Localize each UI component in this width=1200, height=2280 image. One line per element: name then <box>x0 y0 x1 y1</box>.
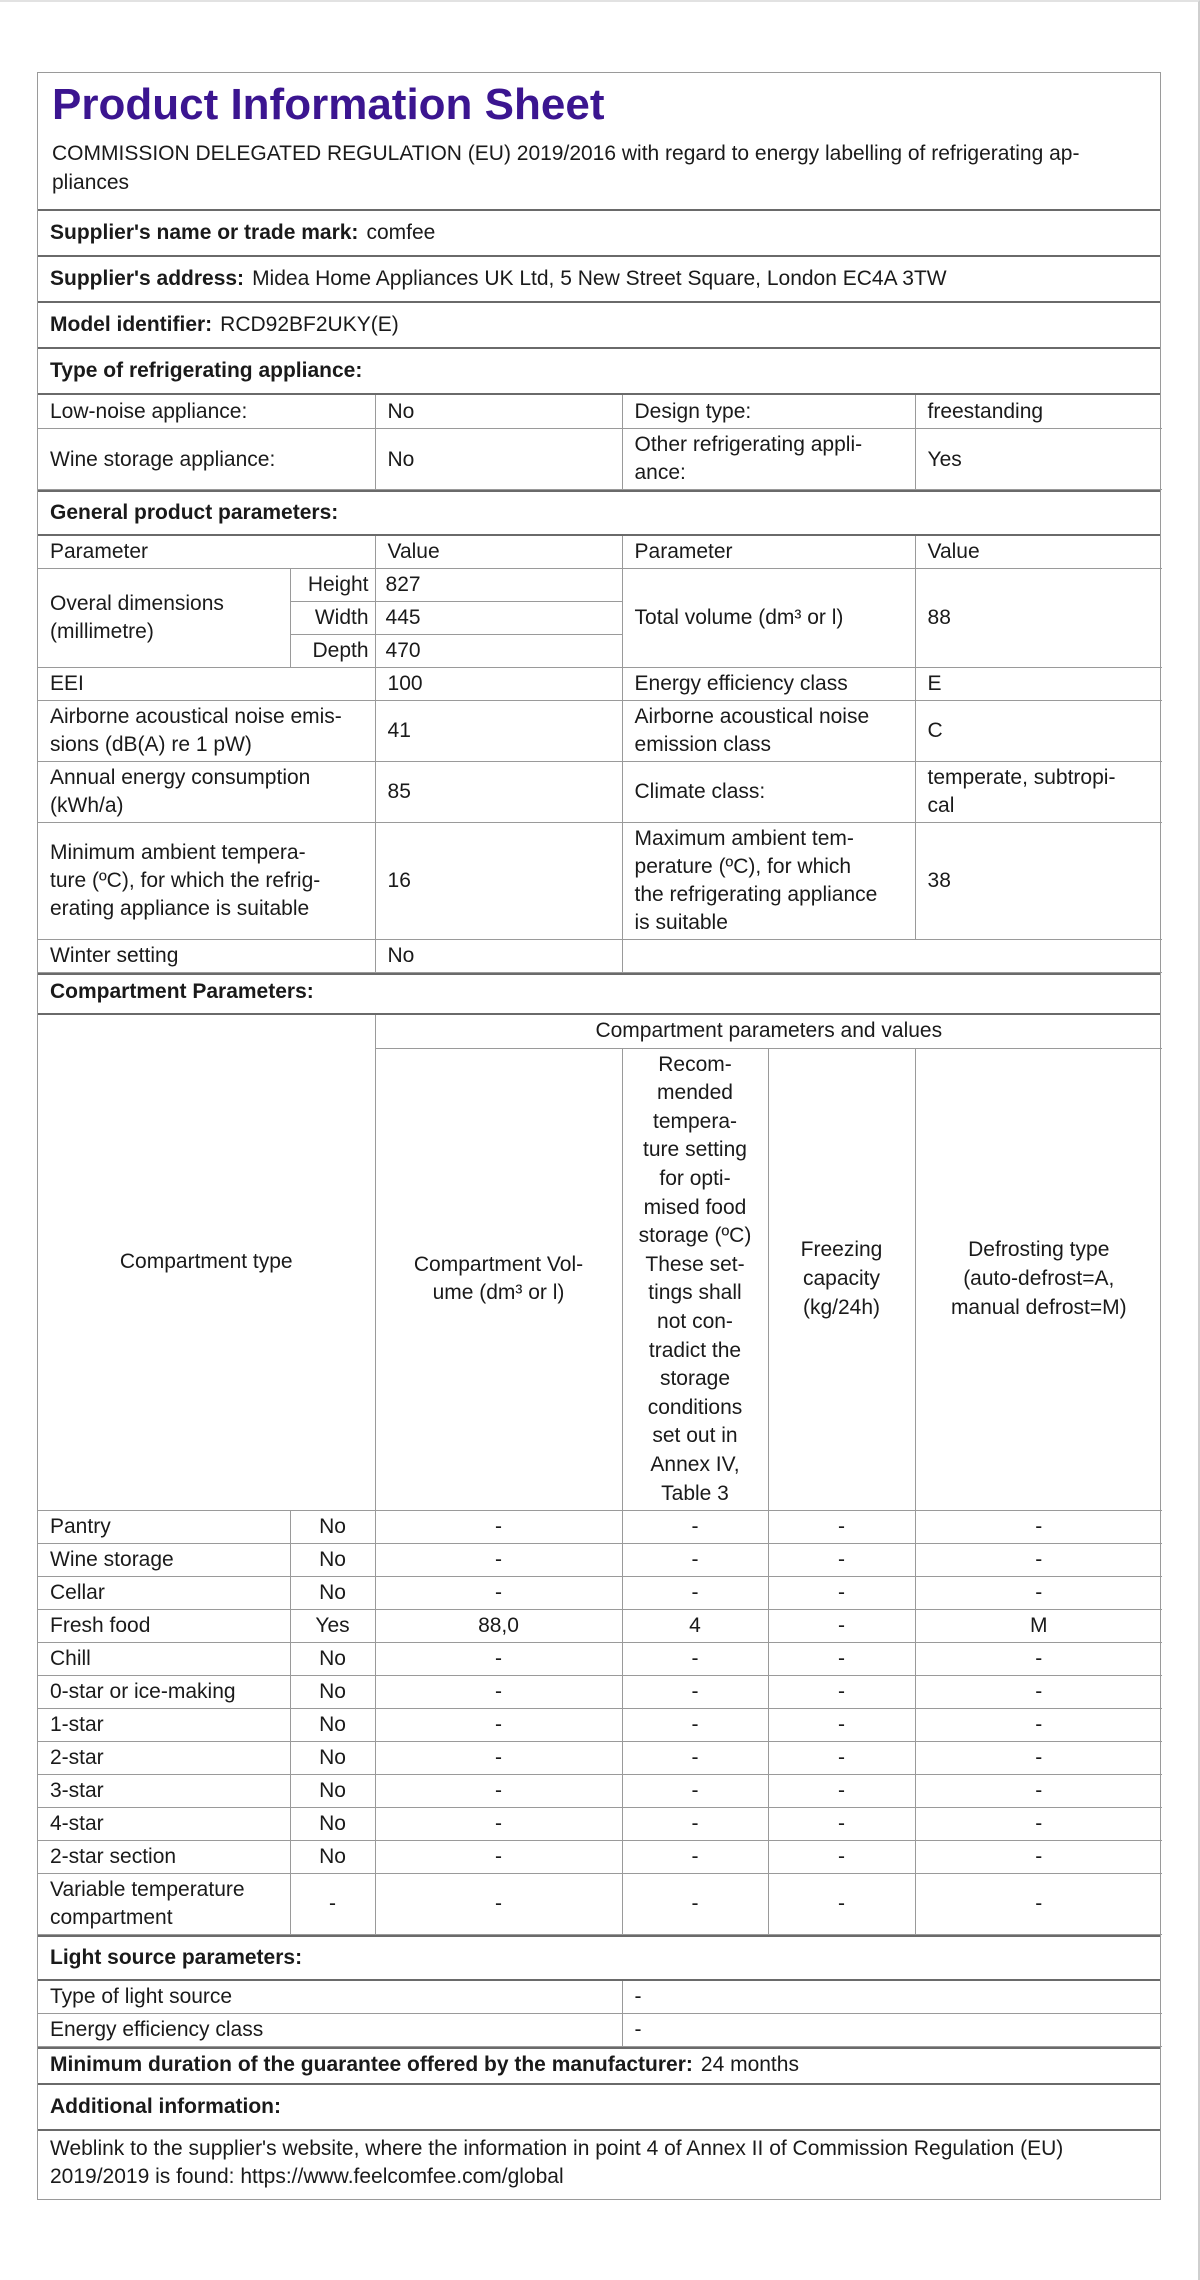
light-source-type-label: Type of light source <box>38 1981 622 2014</box>
compartment-type-cell: Fresh food <box>38 1610 290 1643</box>
compartment-type-cell: 1-star <box>38 1709 290 1742</box>
compartment-present-cell: No <box>290 1544 375 1577</box>
compartment-row <box>38 1511 1162 1544</box>
value-header-2: Value <box>915 536 1162 569</box>
low-noise-value: No <box>375 395 622 429</box>
compartment-volume-cell: - <box>375 1709 622 1742</box>
regulation-subtitle: COMMISSION DELEGATED REGULATION (EU) 2019/2016 with regard to energy labelling of refrigerating ap- pliances <box>52 142 1080 194</box>
compartment-defrost-cell: - <box>915 1511 1162 1544</box>
compartment-volume-cell: - <box>375 1775 622 1808</box>
compartment-table-wrap <box>38 1013 1160 1935</box>
compartment-defrost-cell: - <box>915 1742 1162 1775</box>
appliance-type-heading-row <box>38 347 1160 393</box>
annual-energy-label: Annual energy consumption (kWh/a) <box>38 762 375 823</box>
compartment-row <box>38 1643 1162 1676</box>
appliance-type-table-wrap <box>38 393 1160 490</box>
general-parameters-table-wrap <box>38 534 1160 973</box>
compartment-table <box>38 1015 1162 1935</box>
noise-class-label: Airborne acoustical noise emission class <box>622 701 915 762</box>
climate-class-label: Climate class: <box>622 762 915 823</box>
supplier-name-row <box>38 209 1160 255</box>
compartment-row <box>38 1775 1162 1808</box>
noise-label: Airborne acoustical noise emis- sions (dB(A) re 1 pW) <box>38 701 375 762</box>
compartment-present-cell: No <box>290 1643 375 1676</box>
light-source-type-value: - <box>622 1981 1162 2014</box>
compartment-temp-cell: - <box>622 1841 768 1874</box>
compartment-defrost-cell: - <box>915 1643 1162 1676</box>
dimensions-label: Overal dimensions (millimetre) <box>38 569 290 668</box>
compartment-volume-cell: - <box>375 1577 622 1610</box>
compartment-freezing-cell: - <box>768 1775 915 1808</box>
total-volume-value: 88 <box>915 569 1162 668</box>
compartment-row <box>38 1676 1162 1709</box>
compartment-defrost-cell: - <box>915 1841 1162 1874</box>
compartment-temp-cell: - <box>622 1643 768 1676</box>
total-volume-label: Total volume (dm³ or l) <box>622 569 915 668</box>
light-source-table <box>38 1981 1162 2047</box>
compartment-defrost-cell: M <box>915 1610 1162 1643</box>
compartment-volume-cell: - <box>375 1643 622 1676</box>
compartment-temp-cell: - <box>622 1742 768 1775</box>
noise-class-value: C <box>915 701 1162 762</box>
compartment-type-cell: 3-star <box>38 1775 290 1808</box>
compartment-freezing-cell: - <box>768 1676 915 1709</box>
guarantee-label: Minimum duration of the guarantee offered by the manufacturer: <box>50 2053 693 2077</box>
compartment-defrost-cell: - <box>915 1808 1162 1841</box>
compartment-row <box>38 1874 1162 1935</box>
compartment-freezing-cell: - <box>768 1577 915 1610</box>
height-value: 827 <box>375 569 622 602</box>
winter-setting-value: No <box>375 940 622 973</box>
energy-class-label: Energy efficiency class <box>622 668 915 701</box>
compartment-freezing-cell: - <box>768 1610 915 1643</box>
max-temp-label: Maximum ambient tem- perature (ºC), for which the refrigerating appliance is suitable <box>622 823 915 940</box>
compartment-present-cell: No <box>290 1841 375 1874</box>
guarantee-value: 24 months <box>700 2053 799 2077</box>
design-type-label: Design type: <box>622 395 915 429</box>
compartment-freezing-cell: - <box>768 1742 915 1775</box>
light-source-heading: Light source parameters: <box>38 1935 1160 1979</box>
compartment-freezing-cell: - <box>768 1544 915 1577</box>
compartment-volume-cell: - <box>375 1808 622 1841</box>
compartment-present-cell: No <box>290 1511 375 1544</box>
light-energy-class-label: Energy efficiency class <box>38 2014 622 2047</box>
additional-info-heading: Additional information: <box>50 2095 281 2119</box>
compartment-volume-cell: - <box>375 1742 622 1775</box>
model-identifier-value: RCD92BF2UKY(E) <box>220 313 399 336</box>
compartment-freezing-cell: - <box>768 1709 915 1742</box>
compartment-temp-cell: - <box>622 1808 768 1841</box>
supplier-address-value: Midea Home Appliances UK Ltd, 5 New Street Square, London EC4A 3TW <box>252 267 947 290</box>
compartment-volume-cell: - <box>375 1874 622 1935</box>
compartment-freezing-cell: - <box>768 1808 915 1841</box>
depth-label: Depth <box>290 635 375 668</box>
compartment-volume-header: Compartment Vol- ume (dm³ or l) <box>375 1048 622 1511</box>
general-parameters-heading: General product parameters: <box>38 490 1160 534</box>
compartment-type-cell: 4-star <box>38 1808 290 1841</box>
compartment-volume-cell: - <box>375 1841 622 1874</box>
recommended-temp-header: Recom- mended tempera- ture setting for opti- mised food storage (ºC) These set- tings shall not con- tradict the storage conditions set out in Annex IV, Table 3 <box>622 1048 768 1511</box>
compartment-temp-cell: 4 <box>622 1610 768 1643</box>
compartment-present-cell: Yes <box>290 1610 375 1643</box>
additional-info-text: Weblink to the supplier's website, where the information in point 4 of Annex II of Commission Regulation (EU) 2019/2019 is found: https://www.feelcomfee.com/global <box>50 2137 1064 2189</box>
compartment-volume-cell: 88,0 <box>375 1610 622 1643</box>
freezing-capacity-header: Freezing capacity (kg/24h) <box>768 1048 915 1511</box>
compartment-present-cell: No <box>290 1676 375 1709</box>
compartment-rows <box>38 1511 1162 1935</box>
compartment-row <box>38 1808 1162 1841</box>
compartment-defrost-cell: - <box>915 1676 1162 1709</box>
compartment-type-cell: Cellar <box>38 1577 290 1610</box>
compartment-row <box>38 1577 1162 1610</box>
additional-info-heading-row <box>38 2083 1160 2129</box>
compartment-defrost-cell: - <box>915 1577 1162 1610</box>
compartment-freezing-cell: - <box>768 1643 915 1676</box>
compartment-defrost-cell: - <box>915 1709 1162 1742</box>
min-temp-label: Minimum ambient tempera- ture (ºC), for which the refrig- erating appliance is suitable <box>38 823 375 940</box>
compartment-present-cell: - <box>290 1874 375 1935</box>
compartment-freezing-cell: - <box>768 1874 915 1935</box>
supplier-name-value: comfee <box>366 221 436 244</box>
compartment-type-cell: 2-star <box>38 1742 290 1775</box>
supplier-address-row <box>38 255 1160 301</box>
compartment-volume-cell: - <box>375 1544 622 1577</box>
min-temp-value: 16 <box>375 823 622 940</box>
compartment-type-cell: 2-star section <box>38 1841 290 1874</box>
annual-energy-value: 85 <box>375 762 622 823</box>
compartment-type-cell: Wine storage <box>38 1544 290 1577</box>
compartment-temp-cell: - <box>622 1577 768 1610</box>
compartment-freezing-cell: - <box>768 1511 915 1544</box>
compartment-row <box>38 1841 1162 1874</box>
param-header: Parameter <box>38 536 375 569</box>
width-value: 445 <box>375 602 622 635</box>
compartment-type-cell: Pantry <box>38 1511 290 1544</box>
param-header-2: Parameter <box>622 536 915 569</box>
compartment-volume-cell: - <box>375 1676 622 1709</box>
compartment-present-cell: No <box>290 1709 375 1742</box>
compartment-defrost-cell: - <box>915 1775 1162 1808</box>
energy-class-value: E <box>915 668 1162 701</box>
height-label: Height <box>290 569 375 602</box>
compartment-parameters-heading: Compartment Parameters: <box>38 973 1160 1013</box>
additional-info-row <box>38 2129 1160 2199</box>
other-appliance-value: Yes <box>915 429 1162 490</box>
compartment-type-cell: 0-star or ice-making <box>38 1676 290 1709</box>
compartment-temp-cell: - <box>622 1676 768 1709</box>
appliance-type-table <box>38 395 1162 490</box>
compartment-present-cell: No <box>290 1775 375 1808</box>
other-appliance-label: Other refrigerating appli- ance: <box>622 429 915 490</box>
compartment-freezing-cell: - <box>768 1841 915 1874</box>
max-temp-value: 38 <box>915 823 1162 940</box>
winter-setting-label: Winter setting <box>38 940 375 973</box>
model-identifier-label: Model identifier: <box>50 313 213 336</box>
compartment-temp-cell: - <box>622 1544 768 1577</box>
compartment-row <box>38 1544 1162 1577</box>
eei-value: 100 <box>375 668 622 701</box>
compartment-temp-cell: - <box>622 1511 768 1544</box>
compartment-temp-cell: - <box>622 1874 768 1935</box>
compartment-type-header: Compartment type <box>38 1015 375 1511</box>
eei-label: EEI <box>38 668 375 701</box>
supplier-name-label: Supplier's name or trade mark: <box>50 221 359 244</box>
noise-value: 41 <box>375 701 622 762</box>
compartment-defrost-cell: - <box>915 1544 1162 1577</box>
appliance-type-heading: Type of refrigerating appliance: <box>50 359 363 382</box>
compartment-present-cell: No <box>290 1742 375 1775</box>
product-information-sheet <box>37 72 1161 2200</box>
general-parameters-table <box>38 536 1162 973</box>
compartment-row <box>38 1709 1162 1742</box>
winter-setting-empty <box>622 940 1162 973</box>
climate-class-value: temperate, subtropi- cal <box>915 762 1162 823</box>
compartment-group-header: Compartment parameters and values <box>375 1015 1162 1048</box>
compartment-present-cell: No <box>290 1808 375 1841</box>
design-type-value: freestanding <box>915 395 1162 429</box>
compartment-type-cell: Variable temperature compartment <box>38 1874 290 1935</box>
page-title: Product Information Sheet <box>52 80 605 129</box>
light-source-table-wrap <box>38 1979 1160 2047</box>
model-identifier-row <box>38 301 1160 347</box>
compartment-temp-cell: - <box>622 1709 768 1742</box>
guarantee-row <box>38 2047 1160 2083</box>
supplier-address-label: Supplier's address: <box>50 267 245 290</box>
compartment-row <box>38 1742 1162 1775</box>
width-label: Width <box>290 602 375 635</box>
defrosting-type-header: Defrosting type (auto-defrost=A, manual defrost=M) <box>915 1048 1162 1511</box>
compartment-volume-cell: - <box>375 1511 622 1544</box>
value-header: Value <box>375 536 622 569</box>
compartment-temp-cell: - <box>622 1775 768 1808</box>
wine-storage-value: No <box>375 429 622 490</box>
compartment-row <box>38 1610 1162 1643</box>
compartment-defrost-cell: - <box>915 1874 1162 1935</box>
compartment-type-cell: Chill <box>38 1643 290 1676</box>
depth-value: 470 <box>375 635 622 668</box>
low-noise-label: Low-noise appliance: <box>38 395 375 429</box>
light-energy-class-value: - <box>622 2014 1162 2047</box>
compartment-present-cell: No <box>290 1577 375 1610</box>
wine-storage-label: Wine storage appliance: <box>38 429 375 490</box>
